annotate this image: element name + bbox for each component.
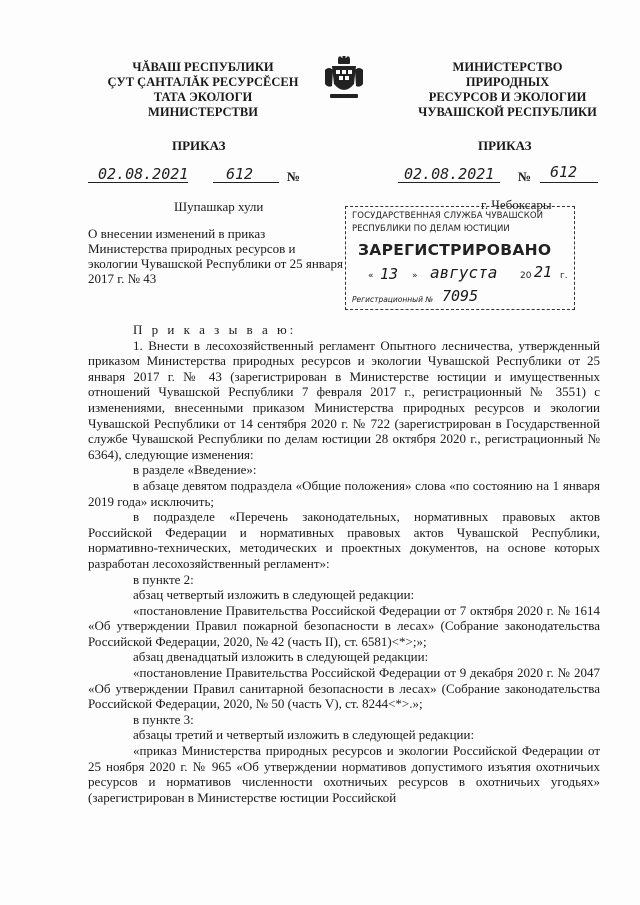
header-right-line: МИНИСТЕРСТВО bbox=[452, 60, 563, 74]
body-paragraph: абзац четвертый изложить в следующей редакции: bbox=[133, 587, 415, 603]
order-subject: О внесении изменений в приказ Министерства природных ресурсов и экологии Чувашской Республики от 25 января 2017 г. № 43 bbox=[88, 226, 344, 286]
registration-stamp bbox=[345, 206, 575, 310]
prikaz-title-right: ПРИКАЗ bbox=[478, 138, 532, 153]
header-left-line: ТАТА ЭКОЛОГИ bbox=[153, 90, 253, 104]
order-command: П р и к а з ы в а ю: bbox=[133, 322, 297, 337]
stamp-line-1: ГОСУДАРСТВЕННАЯ СЛУЖБА ЧУВАШСКОЙ bbox=[352, 211, 544, 221]
date-right-handwritten: 02.08.2021 bbox=[404, 165, 495, 183]
header-right-line: ЧУВАШСКОЙ РЕСПУБЛИКИ bbox=[418, 105, 597, 119]
number-right-underline bbox=[540, 182, 598, 183]
header-left-line: ЧĂВАШ РЕСПУБЛИКИ bbox=[132, 60, 274, 74]
body-paragraph: «постановление Правительства Российской Федерации от 7 октября 2020 г. № 1614 «Об утверждении Правил пожарной безопасности в лесах» (Собрание законодательства Российской Федерации, 2020, № 42 (часть II), ст. 6581)<*>;»; bbox=[88, 602, 600, 649]
stamp-year-handwritten: 21 bbox=[534, 263, 553, 281]
stamp-quote-open: « bbox=[368, 271, 374, 281]
header-left-chuvash bbox=[88, 60, 318, 120]
body-paragraph: в подразделе «Перечень законодательных, нормативных правовых актов Российской Федерации и нормативных правовых актов Чувашской Республики, нормативно-технических, методических и проектных документов, на основе которых разработан лесохозяйственный регламент»: bbox=[88, 509, 600, 571]
header-right-line: РЕСУРСОВ И ЭКОЛОГИИ bbox=[428, 90, 587, 104]
header-right-russian bbox=[400, 60, 615, 120]
header-right-line: ПРИРОДНЫХ bbox=[465, 75, 550, 89]
header-left-line: МИНИСТЕРСТВИ bbox=[148, 105, 258, 119]
order-body bbox=[88, 322, 600, 805]
date-left-handwritten: 02.08.2021 bbox=[98, 165, 189, 183]
city-right: г. Чебоксары bbox=[481, 197, 552, 212]
stamp-day-handwritten: 13 bbox=[380, 265, 399, 283]
coat-of-arms-emblem bbox=[322, 56, 366, 104]
body-paragraph: в абзаце девятом подраздела «Общие положения» слова «по состоянию на 1 января 2019 года» исключить; bbox=[88, 477, 600, 509]
stamp-month-handwritten: августа bbox=[430, 263, 498, 282]
body-paragraph: «постановление Правительства Российской Федерации от 9 декабря 2020 г. № 2047 «Об утверждении Правил санитарной безопасности в лесах» (Собрание законодательства Российской Федерации, 2020, № 50 (часть V), ст. 8244<*>.»; bbox=[88, 665, 600, 712]
body-paragraph: 1. Внести в лесохозяйственный регламент Опытного лесничества, утвержденный приказом Министерства природных ресурсов и экологии Чувашской Республики от 25 января 2017 г. № 43 (зарегистрирован в Министерстве юстиции и имущественных отношений Чувашской Республики 7 февраля 2017 г., регистрационный № 3551) с изменениями, внесенными приказом Министерства природных ресурсов и экологии Чувашской Республики от 14 сентября 2020 г. № 722 (зарегистрирован в Государственной службе Чувашской Республики по делам юстиции 28 октября 2020 г., регистрационный № 6364), следующие изменения: bbox=[88, 337, 600, 462]
body-paragraph: абзац двенадцатый изложить в следующей редакции: bbox=[133, 649, 429, 665]
number-sign-right: № bbox=[518, 169, 532, 184]
number-left-underline bbox=[213, 182, 279, 183]
stamp-line-2: РЕСПУБЛИКИ ПО ДЕЛАМ ЮСТИЦИИ bbox=[352, 224, 510, 234]
body-paragraph: абзацы третий и четвертый изложить в следующей редакции: bbox=[133, 727, 475, 743]
number-sign-left: № bbox=[287, 169, 301, 184]
city-left: Шупашкар хули bbox=[174, 199, 264, 214]
date-right-underline bbox=[398, 182, 500, 183]
body-paragraph: «приказ Министерства природных ресурсов и экологии Российской Федерации от 25 ноября 2020 г. № 965 «Об утверждении нормативов допустимого изъятия охотничьих ресурсов и нормативов численности охотничьих ресурсов в охотничьих угодьях» (зарегистрирован в Министерстве юстиции Российской bbox=[88, 743, 600, 805]
stamp-year-unit: г. bbox=[560, 271, 568, 281]
body-paragraph: в пункте 3: bbox=[133, 711, 194, 727]
stamp-reg-number-handwritten: 7095 bbox=[442, 287, 479, 305]
stamp-status: ЗАРЕГИСТРИРОВАНО bbox=[358, 241, 552, 259]
number-left-handwritten: 612 bbox=[226, 165, 254, 183]
body-paragraph: в разделе «Введение»: bbox=[133, 462, 257, 478]
number-right-handwritten: 612 bbox=[550, 163, 578, 181]
header-left-line: ÇУТ ÇАНТАЛĂК РЕСУРСĔСЕН bbox=[107, 75, 299, 89]
stamp-reg-label: Регистрационный № bbox=[352, 295, 434, 304]
stamp-year-prefix: 20 bbox=[520, 271, 532, 281]
stamp-quote-close: » bbox=[412, 271, 418, 281]
body-paragraph: в пункте 2: bbox=[133, 571, 194, 587]
date-left-underline bbox=[88, 182, 188, 183]
prikaz-title-left: ПРИКАЗ bbox=[172, 138, 226, 153]
